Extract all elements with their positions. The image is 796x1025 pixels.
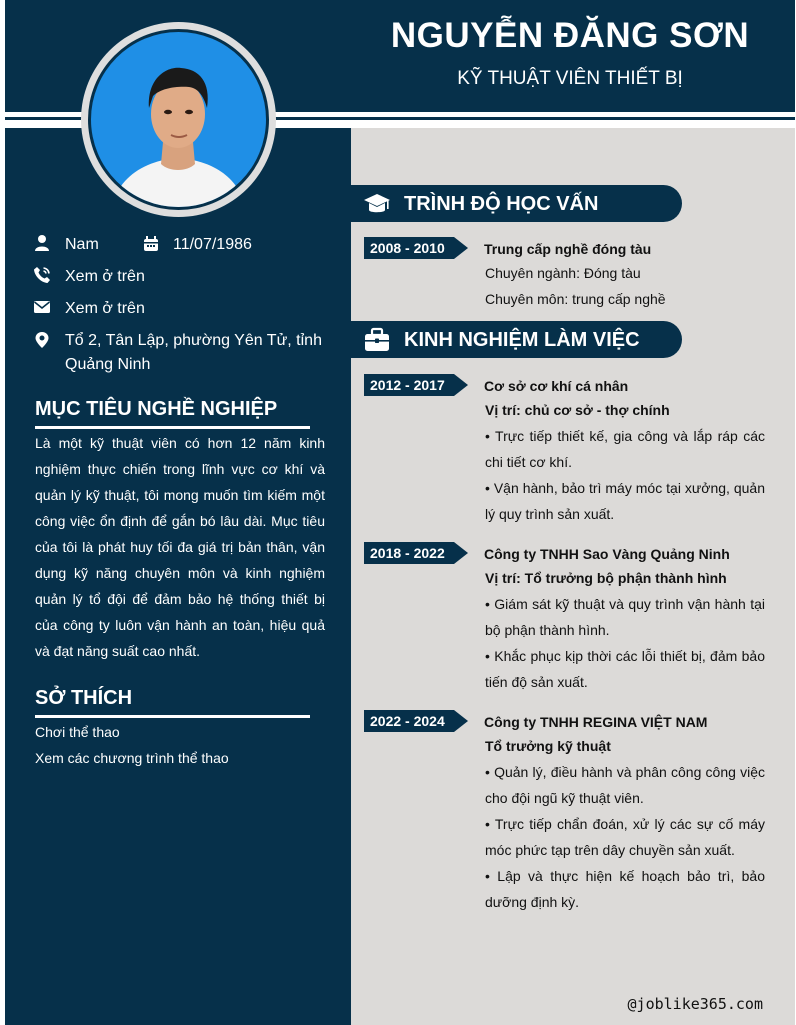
- candidate-name: NGUYỄN ĐĂNG SƠN: [390, 16, 750, 55]
- address-line-2: Quảng Ninh: [65, 356, 151, 373]
- hobbies-underline: [35, 715, 310, 718]
- job-period: 2018 - 2022: [370, 545, 445, 561]
- calendar-icon: [142, 235, 160, 253]
- phone-value: Xem ở trên: [65, 268, 145, 285]
- job-role: Vị trí: chủ cơ sở - thợ chính: [485, 402, 670, 418]
- education-level: Chuyên môn: trung cấp nghề: [485, 291, 666, 307]
- job-duty: • Quản lý, điều hành và phân công công việc cho đội ngũ kỹ thuật viên.: [485, 764, 765, 806]
- user-icon: [33, 234, 51, 252]
- job-period: 2012 - 2017: [370, 377, 445, 393]
- objective-text: Là một kỹ thuật viên có hơn 12 năm kinh nghiệm thực chiến trong lĩnh vực cơ khí và quản lý kỹ thuật, tôi mong muốn tìm kiếm một công việc ổn định để gắn bó lâu dài. Mục tiêu của tôi là phát huy tối đa giá trị bản thân, vận dụng kỹ năng chuyên môn và kinh nghiệm quản lý tổ đội để đảm bảo hệ thống thiết bị của công ty luôn vận hành an toàn, hiệu quả và đạt năng suất cao nhất.: [35, 435, 325, 659]
- job-company: Cơ sở cơ khí cá nhân: [484, 378, 629, 394]
- education-school: Trung cấp nghề đóng tàu: [484, 241, 652, 257]
- job-company: Công ty TNHH REGINA VIỆT NAM: [484, 714, 708, 730]
- job-duty: • Khắc phục kịp thời các lỗi thiết bị, đảm bảo tiến độ sản xuất.: [485, 648, 765, 690]
- job-duty: • Giám sát kỹ thuật và quy trình vận hành tại bộ phận thành hình.: [485, 596, 765, 638]
- address-line-1: Tổ 2, Tân Lập, phường Yên Tử, tỉnh: [65, 332, 322, 349]
- education-period-tag: [364, 237, 468, 259]
- job-duty: • Trực tiếp chẩn đoán, xử lý các sự cố máy móc phức tạp trên dây chuyền sản xuất.: [485, 816, 765, 858]
- experience-heading: KINH NGHIỆM LÀM VIỆC: [404, 329, 640, 351]
- job-role: Tổ trưởng kỹ thuật: [485, 738, 611, 754]
- hobby-item: Chơi thể thao: [35, 724, 120, 740]
- email-icon: [33, 298, 51, 316]
- birthdate-value: 11/07/1986: [173, 236, 252, 253]
- location-icon: [33, 331, 51, 349]
- education-heading: TRÌNH ĐỘ HỌC VẤN: [404, 193, 599, 215]
- phone-icon: [33, 266, 51, 284]
- gender-value: Nam: [65, 236, 99, 253]
- job-period: 2022 - 2024: [370, 713, 445, 729]
- objective-underline: [35, 426, 310, 429]
- job-duty: • Vận hành, bảo trì máy móc tại xưởng, quản lý quy trình sản xuất.: [485, 480, 765, 522]
- job-duty: • Lập và thực hiện kế hoạch bảo trì, bảo dưỡng định kỳ.: [485, 868, 765, 910]
- email-value: Xem ở trên: [65, 300, 145, 317]
- job-company: Công ty TNHH Sao Vàng Quảng Ninh: [484, 546, 730, 562]
- job-period-tag: [364, 374, 468, 396]
- education-major: Chuyên ngành: Đóng tàu: [485, 265, 641, 281]
- objective-heading: MỤC TIÊU NGHỀ NGHIỆP: [35, 398, 278, 420]
- job-role: Vị trí: Tổ trưởng bộ phận thành hình: [485, 570, 727, 586]
- graduation-cap-icon: [363, 190, 391, 218]
- job-period-tag: [364, 710, 468, 732]
- hobby-item: Xem các chương trình thể thao: [35, 750, 229, 766]
- education-period: 2008 - 2010: [370, 240, 445, 256]
- job-period-tag: [364, 542, 468, 564]
- hobbies-heading: SỞ THÍCH: [35, 687, 133, 709]
- candidate-job-title: KỸ THUẬT VIÊN THIẾT BỊ: [457, 68, 683, 89]
- job-duty: • Trực tiếp thiết kế, gia công và lắp ráp các chi tiết cơ khí.: [485, 428, 765, 470]
- avatar: [91, 32, 266, 207]
- briefcase-icon: [363, 326, 391, 354]
- watermark: @joblike365.com: [627, 995, 763, 1013]
